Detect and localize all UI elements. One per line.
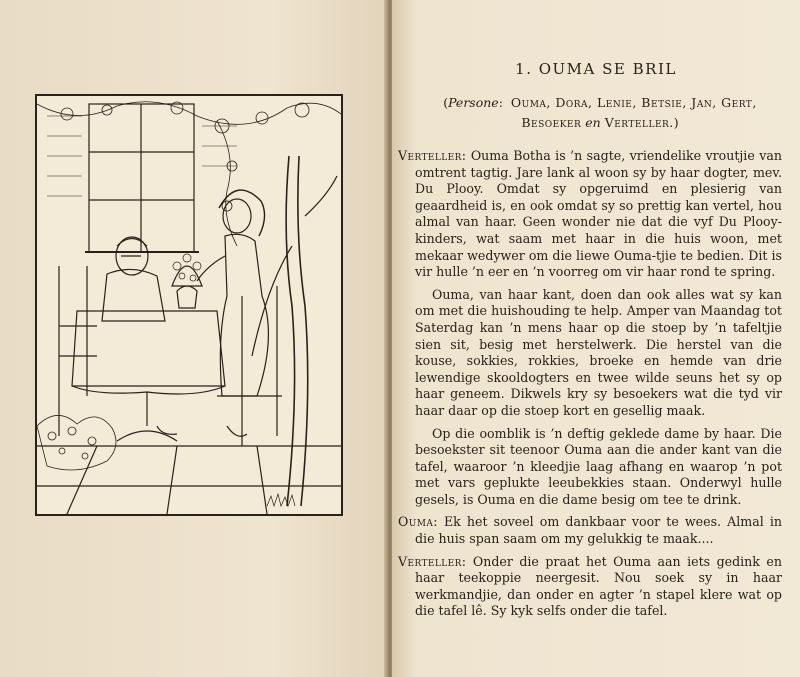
speaker-label: Verteller: <box>398 553 467 569</box>
cast-list: (Persone: Ouma, Dora, Lenie, Betsie, Jan, Gert, Besoeker en Verteller.) <box>443 95 757 130</box>
block-text: Ouma Botha is ’n sagte, vriendelike vroutjie van omtrent tagtig. Jare lank al woon sy by haar dogter, mev. Du Plooy. Omdat sy opgeruimd en plesierig van geaardheid is, en ook omdat sy so prettig kan vertel, hou almal van haar. Geen wonder nie dat die vyf Du Plooy-kinders, wat saam met haar in die huis woon, met mekaar wedywer om die liewe Ouma-tjie te bedien. Dit is vir hulle ’n eer en ’n voorreg om vir haar rond te spring. <box>415 148 782 280</box>
left-page <box>0 0 388 677</box>
speaker-label: Ouma: <box>398 514 438 530</box>
block-3 <box>398 426 782 509</box>
cast-prefix: Persone <box>448 95 499 110</box>
visitor-head <box>223 199 251 233</box>
speaker-label: Verteller: <box>398 148 467 163</box>
tea-scene-drawing <box>37 96 341 514</box>
play-text <box>398 148 782 626</box>
block-4 <box>398 514 782 547</box>
illustration <box>35 94 343 516</box>
block-text: Ek het soveel om dankbaar voor te wees. Almal in die huis span saam om my gelukkig te maak.... <box>415 514 782 547</box>
tea-table <box>72 311 225 386</box>
cast-en: en <box>585 115 601 130</box>
block-text: Onder die praat het Ouma aan iets gedink en haar teekoppie neergesit. Nou soek sy in haar werkmandjie, dan onder en agter ’n stapel klere wat op die tafel lê. Sy kyk selfs onder die tafel. <box>415 553 782 619</box>
chapter-title: 1. OUMA SE BRIL <box>515 60 677 78</box>
cast-names-line1: Ouma, Dora, Lenie, Betsie, Jan, Gert, <box>510 95 757 110</box>
block-text: Op die oomblik is ’n deftig geklede dame by haar. Die besoekster sit teenoor Ouma aan die ander kant van die tafel, waaroor ’n kleedjie laag afhang en waarop ’n pot met vars geplukte leeubekkies staan. Onderwyl hulle gesels, is Ouma en die dame besig om tee te drink. <box>415 425 782 507</box>
block-1 <box>398 148 782 281</box>
block-5 <box>398 554 782 620</box>
block-text: Ouma, van haar kant, doen dan ook alles wat sy kan om met die huishouding te help. Amper van Maandag tot Saterdag kan ’n mens haar op die stoep by ’n tafeltjie sien sit, besig met herstelwerk. Die herstel van die kouse, sokkies, rokkies, broeke en hemde van drie lewendige skooldogters en twee wilde seuns het sy op haar geneem. Dikwels kry sy besoekers wat die tyd vir haar daar op die stoep kort en gesellig maak. <box>415 286 782 418</box>
block-2 <box>398 287 782 420</box>
cast-names-line2a: Besoeker <box>521 115 582 130</box>
cast-names-line2b: Verteller. <box>604 115 674 130</box>
